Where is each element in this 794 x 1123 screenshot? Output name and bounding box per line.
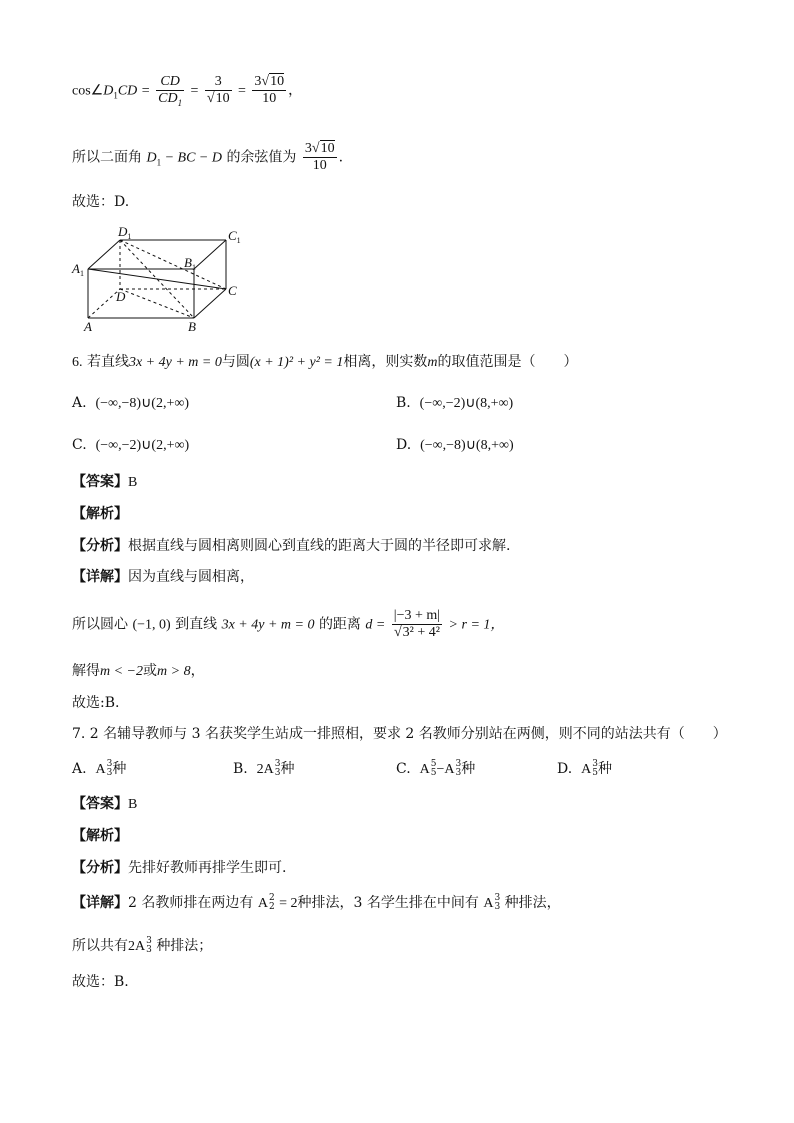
denominator: 10 bbox=[312, 158, 327, 173]
denominator: √10 bbox=[206, 91, 230, 106]
math: (−1, 0) bbox=[132, 617, 171, 633]
text: 种排法， bbox=[504, 895, 561, 911]
coef: 2 bbox=[256, 762, 264, 777]
q6-option-c bbox=[72, 436, 189, 455]
q6-choose: 故选:B. bbox=[72, 695, 120, 711]
option-label: D. bbox=[396, 437, 412, 453]
answer-value: B bbox=[128, 475, 138, 490]
radicand: 10 bbox=[215, 91, 230, 106]
option-label: D. bbox=[557, 761, 573, 777]
minus: − bbox=[436, 762, 445, 777]
label-d1: $D_1$ bbox=[118, 225, 132, 241]
arrangement-symbol: A bbox=[444, 762, 455, 777]
q6-answer bbox=[72, 473, 137, 492]
coef: 3 bbox=[304, 141, 312, 156]
answer-value: B bbox=[128, 797, 138, 812]
q7-stem: 7. 2 名辅导教师与 3 名获奖学生站成一排照相，要求 2 名教师分别站在两侧，则不同的站法共有（ ） bbox=[72, 726, 727, 742]
numerator: CD bbox=[156, 74, 184, 91]
q6-option-b bbox=[396, 394, 513, 413]
math: m > 8 bbox=[157, 664, 191, 679]
fenxi-tag: 【分析】 bbox=[72, 538, 128, 554]
text: 种排法； bbox=[156, 938, 213, 954]
equals: = bbox=[190, 83, 199, 99]
edge bbox=[194, 240, 226, 269]
text: 2 名教师排在两边有 bbox=[128, 895, 254, 911]
arrangement-symbol: A bbox=[257, 896, 268, 911]
xiangjie-tag: 【详解】 bbox=[72, 895, 128, 911]
sup: 3 bbox=[274, 759, 281, 769]
q6-option-d bbox=[396, 436, 514, 455]
math: m bbox=[427, 355, 438, 370]
math: (x + 1)² + y² = 1 bbox=[249, 355, 344, 370]
sub: 3 bbox=[455, 768, 462, 778]
text: 的取值范围是（ ） bbox=[437, 354, 578, 370]
q6-stem bbox=[72, 353, 577, 372]
text: 的距离 bbox=[318, 616, 361, 633]
q7-option-b bbox=[233, 760, 295, 779]
q7-choose: 故选：B. bbox=[72, 974, 129, 990]
q7-total bbox=[72, 937, 212, 956]
fraction-answer bbox=[303, 141, 337, 174]
sup: 2 bbox=[268, 893, 275, 903]
radicand: 10 bbox=[270, 74, 285, 89]
arrangement-symbol: A bbox=[95, 762, 106, 777]
option-label: A. bbox=[72, 395, 87, 411]
fenxi-text: 先排好教师再排学生即可. bbox=[128, 860, 287, 876]
text: 种排法，3 名学生排在中间有 bbox=[297, 895, 479, 911]
unit: 种 bbox=[597, 761, 612, 777]
denominator bbox=[156, 91, 184, 107]
arrangement-symbol: A bbox=[581, 762, 592, 777]
fenxi-text: 根据直线与圆相离则圆心到直线的距离大于圆的半径即可求解. bbox=[128, 538, 511, 554]
sup: 3 bbox=[494, 893, 501, 903]
dihedral-cosine-line bbox=[72, 141, 343, 174]
sup: 3 bbox=[455, 759, 462, 769]
q6-xiangjie bbox=[72, 568, 254, 586]
q6-fenxi bbox=[72, 537, 510, 555]
numerator: |−3 + m| bbox=[393, 608, 441, 623]
radicand: 10 bbox=[320, 141, 335, 156]
label-a: A bbox=[84, 319, 92, 334]
sup: 3 bbox=[106, 759, 113, 769]
denominator: √3² + 4² bbox=[393, 625, 440, 640]
text: 与圆 bbox=[221, 354, 250, 370]
sup-sub bbox=[494, 894, 500, 912]
answer-tag: 【答案】 bbox=[72, 796, 128, 812]
math: = 2 bbox=[279, 896, 298, 911]
fraction-3sqrt10-10 bbox=[252, 74, 286, 107]
numerator: 3√10 bbox=[254, 74, 285, 89]
text: 或 bbox=[143, 663, 158, 679]
arrangement-symbol: A bbox=[419, 762, 430, 777]
subscript: 1 bbox=[156, 157, 162, 168]
q7-fenxi bbox=[72, 859, 286, 877]
math: 3x + 4y + m = 0 bbox=[221, 617, 315, 633]
text: ， bbox=[190, 663, 205, 679]
label-c: C bbox=[228, 283, 237, 298]
math: > r = 1， bbox=[448, 617, 505, 633]
equals: = bbox=[238, 83, 246, 99]
xiangjie-tag: 【详解】 bbox=[72, 569, 128, 585]
hidden-edge bbox=[120, 289, 194, 318]
edge bbox=[88, 240, 120, 269]
label-c1: $C_1$ bbox=[228, 228, 241, 245]
sub: 3 bbox=[146, 945, 152, 955]
text: 的余弦值为 bbox=[226, 149, 297, 166]
text: 到直线 bbox=[175, 616, 218, 633]
q7-option-c bbox=[396, 760, 475, 779]
text: 所以圆心 bbox=[72, 616, 128, 633]
xiangjie-text: 因为直线与圆相离， bbox=[128, 569, 254, 585]
label-b: B bbox=[188, 319, 196, 334]
unit: 种 bbox=[112, 761, 127, 777]
unit: 种 bbox=[461, 761, 476, 777]
fraction-3-sqrt10 bbox=[205, 74, 232, 107]
math: 3x + 4y + m = 0 bbox=[128, 355, 222, 370]
coef: 3 bbox=[254, 74, 262, 89]
sub: 3 bbox=[106, 768, 113, 778]
arrangement-symbol: A bbox=[135, 939, 146, 954]
numerator: 3√10 bbox=[304, 141, 335, 156]
angle-rest: CD bbox=[117, 83, 138, 99]
question-number: 6. bbox=[72, 355, 83, 370]
math: m < −2 bbox=[100, 664, 144, 679]
label-a1: $A_1$ bbox=[72, 261, 84, 278]
option-text: (−∞,−8)∪(8,+∞) bbox=[420, 438, 514, 453]
q7-option-a bbox=[72, 760, 126, 779]
q6-solve bbox=[72, 662, 205, 681]
denominator: 10 bbox=[262, 91, 277, 106]
math: D bbox=[146, 150, 157, 166]
q6-distance-line bbox=[72, 608, 504, 641]
arrangement-symbol: A bbox=[483, 896, 494, 911]
subscript: 1 bbox=[113, 90, 118, 101]
unit: 种 bbox=[280, 761, 295, 777]
arrangement-symbol: A bbox=[263, 762, 274, 777]
q7-answer bbox=[72, 795, 137, 814]
distance-fraction bbox=[392, 608, 442, 641]
prism-figure bbox=[68, 225, 268, 335]
text: 相离，则实数 bbox=[343, 354, 428, 370]
sub: 2 bbox=[268, 902, 275, 912]
q7-jiexi: 【解析】 bbox=[72, 828, 128, 844]
edge bbox=[88, 269, 226, 289]
label-d: D bbox=[116, 289, 126, 304]
option-label: C. bbox=[396, 761, 411, 777]
edge bbox=[194, 289, 226, 318]
sup: 3 bbox=[146, 936, 152, 946]
fraction-cd bbox=[156, 74, 184, 107]
q7-xiangjie bbox=[72, 894, 561, 913]
sup: 5 bbox=[430, 759, 437, 769]
answer-tag: 【答案】 bbox=[72, 474, 128, 490]
sup-sub bbox=[269, 894, 275, 912]
numerator: 3 bbox=[205, 74, 232, 91]
option-label: A. bbox=[72, 761, 87, 777]
sub: 5 bbox=[430, 768, 437, 778]
cos-prefix: cos∠ bbox=[72, 83, 104, 99]
den-sub: 1 bbox=[177, 97, 183, 108]
option-text: (−∞,−2)∪(2,+∞) bbox=[95, 438, 190, 453]
option-text: (−∞,−8)∪(2,+∞) bbox=[95, 396, 190, 411]
choose-d: 故选：D. bbox=[72, 194, 130, 210]
label-b1: $B_1$ bbox=[184, 255, 196, 272]
text: 解得 bbox=[72, 663, 100, 679]
q7-option-d bbox=[557, 760, 612, 779]
sup: 3 bbox=[592, 759, 598, 769]
punct: . bbox=[338, 149, 344, 166]
punct: ， bbox=[288, 82, 303, 99]
text: 所以共有 bbox=[72, 938, 128, 954]
option-text: (−∞,−2)∪(8,+∞) bbox=[419, 396, 514, 411]
radicand: 3² + 4² bbox=[402, 625, 440, 640]
q6-option-a bbox=[72, 394, 189, 413]
coef: 2 bbox=[128, 939, 135, 954]
sub: 5 bbox=[592, 768, 598, 778]
math: − BC − D bbox=[161, 150, 222, 166]
den-text: CD bbox=[158, 91, 178, 106]
option-label: B. bbox=[396, 395, 411, 411]
option-label: C. bbox=[72, 437, 87, 453]
text: 若直线 bbox=[86, 354, 129, 370]
cos-formula-line bbox=[72, 74, 302, 107]
math: d = bbox=[365, 617, 386, 633]
sub: 3 bbox=[274, 768, 281, 778]
sub: 3 bbox=[494, 902, 501, 912]
fenxi-tag: 【分析】 bbox=[72, 860, 128, 876]
q6-jiexi: 【解析】 bbox=[72, 506, 128, 522]
equals: = bbox=[141, 83, 150, 99]
option-label: B. bbox=[233, 761, 248, 777]
sup-sub bbox=[146, 937, 152, 955]
text: 所以二面角 bbox=[72, 149, 142, 166]
angle-vertex: D bbox=[103, 83, 114, 99]
